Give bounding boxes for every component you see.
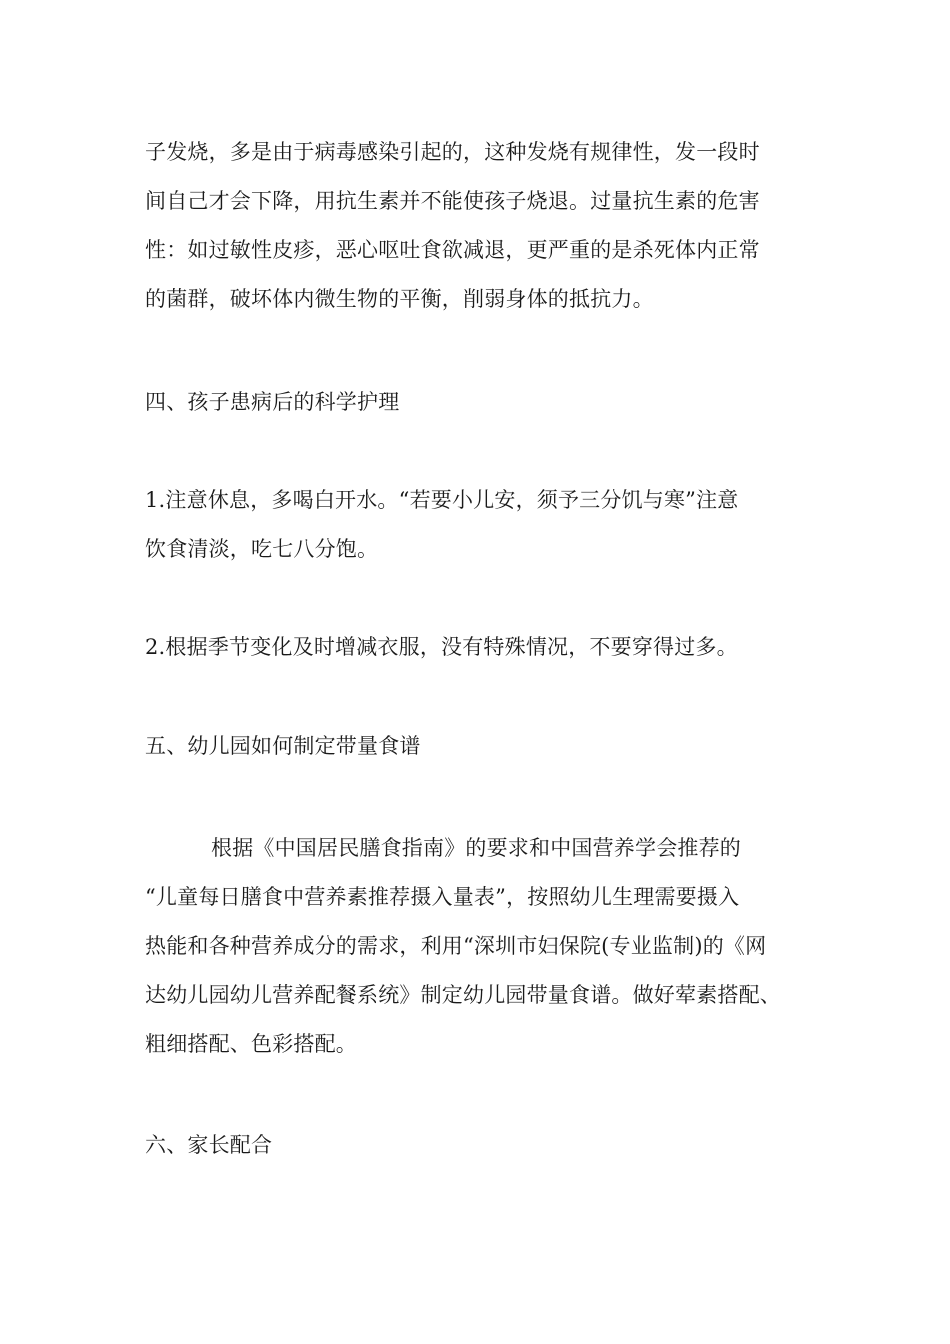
text-line: 的菌群，破坏体内微生物的平衡，削弱身体的抵抗力。 (145, 287, 654, 311)
heading-text: 六、家长配合 (145, 1133, 273, 1157)
list-item-1 (145, 476, 835, 574)
text-line: 间自己才会下降，用抗生素并不能使孩子烧退。过量抗生素的危害 (145, 189, 760, 213)
text-line: 热能和各种营养成分的需求，利用“深圳市妇保院(专业监制)的《网 (145, 934, 767, 958)
section-heading-5 (145, 722, 835, 771)
text-line: 达幼儿园幼儿营养配餐系统》制定幼儿园带量食谱。做好荤素搭配、 (145, 983, 781, 1007)
text-line: 1.注意休息，多喝白开水。“若要小儿安，须予三分饥与寒”注意 (145, 488, 739, 512)
text-line: 饮食清淡，吃七八分饱。 (145, 537, 379, 561)
heading-text: 四、孩子患病后的科学护理 (145, 390, 400, 414)
heading-text: 五、幼儿园如何制定带量食谱 (145, 734, 421, 758)
text-line: 性：如过敏性皮疹，恶心呕吐食欲减退，更严重的是杀死体内正常 (145, 238, 760, 262)
section-heading-4 (145, 378, 835, 427)
paragraph-menu (145, 824, 835, 1069)
text-line: “儿童每日膳食中营养素推荐摄入量表”，按照幼儿生理需要摄入 (145, 885, 740, 909)
paragraph-antibiotics (145, 128, 835, 324)
text-line: 子发烧，多是由于病毒感染引起的，这种发烧有规律性，发一段时 (145, 140, 760, 164)
section-heading-6 (145, 1121, 835, 1170)
text-line: 根据《中国居民膳食指南》的要求和中国营养学会推荐的 (211, 836, 741, 860)
text-line: 2.根据季节变化及时增减衣服，没有特殊情况，不要穿得过多。 (145, 635, 738, 659)
list-item-2 (145, 623, 835, 672)
text-line: 粗细搭配、色彩搭配。 (145, 1032, 357, 1056)
